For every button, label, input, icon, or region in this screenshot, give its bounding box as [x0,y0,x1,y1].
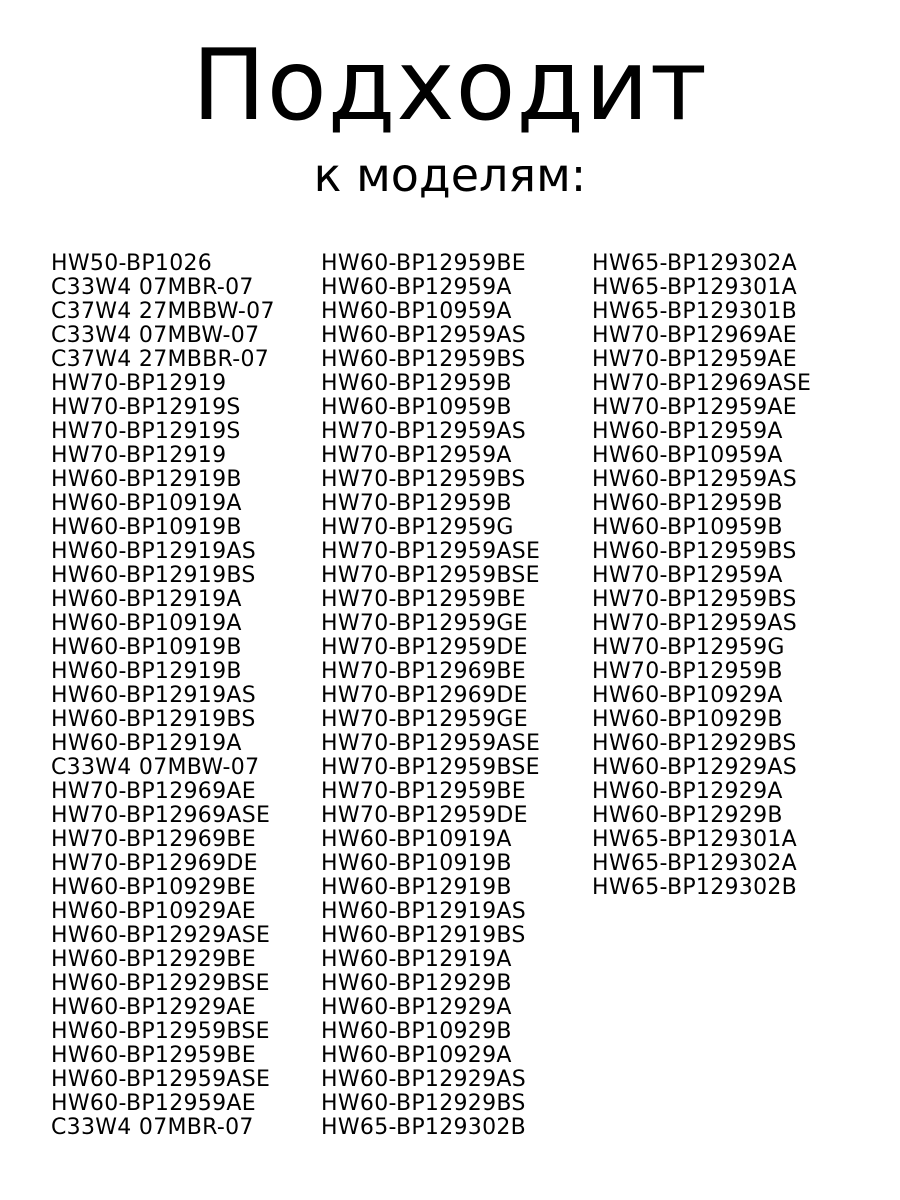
model-list-item: HW70-BP12959BS [592,587,797,612]
model-list-item: HW60-BP12959BE [51,1043,256,1068]
model-list-item: HW60-BP12929BS [321,1091,526,1116]
model-list-item: HW60-BP12959ASE [51,1067,271,1092]
model-list-item: HW70-BP12959BSE [321,563,540,588]
model-list-item: HW65-BP129302B [592,875,798,900]
model-list-item: C33W4 07MBR-07 [51,1115,254,1140]
model-list-item: HW60-BP12919BS [51,563,256,588]
model-list-item: HW70-BP12959AE [592,395,797,420]
model-list-item: HW70-BP12959BSE [321,755,540,780]
model-list-item: HW60-BP10919B [51,635,242,660]
model-list-item: HW60-BP12959AE [51,1091,256,1116]
model-list-item: HW70-BP12959B [321,491,512,516]
model-list-item: HW60-BP12919A [321,947,512,972]
model-list-item: HW60-BP12919A [51,731,242,756]
page-title: Подходит [192,29,708,143]
model-list-item: HW70-BP12959AS [321,419,527,444]
model-list-item: HW60-BP12919A [51,587,242,612]
model-list-item: C33W4 07MBR-07 [51,275,254,300]
model-list-item: HW60-BP12959BS [321,347,526,372]
model-list-item: HW60-BP10959B [321,395,512,420]
model-list-item: HW65-BP129301A [592,275,798,300]
model-list-item: HW60-BP12929BSE [51,971,270,996]
model-list-item: HW70-BP12959A [321,443,512,468]
model-list-item: C33W4 07MBW-07 [51,755,260,780]
model-list-item: HW60-BP12929BS [592,731,797,756]
model-list-item: HW60-BP12919BS [321,923,526,948]
model-list-item: HW60-BP12959BE [321,251,526,276]
model-list-column-3 [592,252,811,900]
model-list-item: HW60-BP12919B [321,875,512,900]
model-list-item: HW70-BP12959AE [592,347,797,372]
model-list-item: HW60-BP12919AS [321,899,527,924]
model-list-item: HW60-BP10919A [321,827,512,852]
model-list-item: HW60-BP12919B [51,659,242,684]
model-list-item: HW60-BP12959AS [592,467,798,492]
model-list-item: HW60-BP10929A [321,1043,512,1068]
model-list-item: HW70-BP12959AS [592,611,798,636]
model-list-item: HW60-BP10919A [51,491,242,516]
model-list-item: HW70-BP12969BE [321,659,526,684]
model-list-item: HW60-BP12919BS [51,707,256,732]
model-list-item: HW70-BP12969ASE [51,803,271,828]
model-list-item: HW60-BP12959AS [321,323,527,348]
model-list-item: HW70-BP12959G [592,635,785,660]
model-list-column-1 [51,252,275,1140]
model-list-item: HW60-BP12929AE [51,995,256,1020]
model-list-item: HW70-BP12959DE [321,803,528,828]
model-list-item: HW70-BP12959BE [321,779,526,804]
model-list-item: HW60-BP12959BS [592,539,797,564]
model-list-item: HW60-BP10929B [592,707,783,732]
model-list-item: HW70-BP12959ASE [321,731,541,756]
model-list-item: HW70-BP12959BS [321,467,526,492]
model-list-item: HW60-BP10929BE [51,875,256,900]
model-list-item: HW60-BP12929B [321,971,512,996]
model-list-item: HW70-BP12959B [592,659,783,684]
model-list-item: HW70-BP12959BE [321,587,526,612]
model-list-item: HW60-BP12929B [592,803,783,828]
model-list-item: HW70-BP12919 [51,443,227,468]
model-list-item: HW60-BP10959A [592,443,783,468]
model-list-item: HW60-BP10919B [51,515,242,540]
model-list-item: HW60-BP12929AS [592,755,798,780]
model-list-item: HW70-BP12959ASE [321,539,541,564]
model-list-item: HW70-BP12969AE [51,779,256,804]
model-list-item: HW60-BP10919B [321,851,512,876]
model-list-item: HW50-BP1026 [51,251,213,276]
model-list-item: HW70-BP12919 [51,371,227,396]
model-list-item: HW65-BP129302B [321,1115,527,1140]
model-list-item: HW60-BP10959A [321,299,512,324]
model-list-item: HW60-BP12929BE [51,947,256,972]
model-list-item: HW65-BP129301A [592,827,798,852]
model-list-item: HW60-BP12959A [592,419,783,444]
model-list-item: HW60-BP12919AS [51,683,257,708]
model-list-item: C37W4 27MBBW-07 [51,299,275,324]
model-list-item: HW70-BP12969DE [321,683,528,708]
model-list-item: HW60-BP12959B [592,491,783,516]
model-list-item: HW60-BP12959A [321,275,512,300]
model-list-item: HW70-BP12959G [321,515,514,540]
model-list-item: HW60-BP10959B [592,515,783,540]
model-list-item: HW60-BP12929A [321,995,512,1020]
model-list-item: HW70-BP12969BE [51,827,256,852]
model-list-item: HW70-BP12959DE [321,635,528,660]
model-list-item: HW65-BP129302A [592,251,798,276]
model-list-item: HW70-BP12969ASE [592,371,812,396]
model-list-item: HW60-BP12929ASE [51,923,271,948]
model-list-item: HW70-BP12919S [51,395,241,420]
model-list-item: C37W4 27MBBR-07 [51,347,270,372]
model-list-item: HW60-BP12959B [321,371,512,396]
model-list-item: HW60-BP12959BSE [51,1019,270,1044]
page-subtitle: к моделям: [313,148,587,202]
model-list-item: HW70-BP12959A [592,563,783,588]
model-list-item: HW65-BP129302A [592,851,798,876]
model-list-item: HW60-BP10929A [592,683,783,708]
model-list-item: HW60-BP12929A [592,779,783,804]
model-list-item: HW70-BP12969AE [592,323,797,348]
model-list-item: HW60-BP12929AS [321,1067,527,1092]
model-list-item: HW70-BP12969DE [51,851,258,876]
model-list-column-2 [321,252,540,1140]
model-list-item: HW60-BP10929B [321,1019,512,1044]
model-list-item: HW60-BP12919AS [51,539,257,564]
model-list-item: HW60-BP10929AE [51,899,256,924]
model-list-item: HW70-BP12919S [51,419,241,444]
model-list-item: HW65-BP129301B [592,299,798,324]
model-list-item: HW60-BP10919A [51,611,242,636]
model-list-item: C33W4 07MBW-07 [51,323,260,348]
model-list-item: HW70-BP12959GE [321,611,528,636]
model-list-item: HW70-BP12959GE [321,707,528,732]
model-list-item: HW60-BP12919B [51,467,242,492]
